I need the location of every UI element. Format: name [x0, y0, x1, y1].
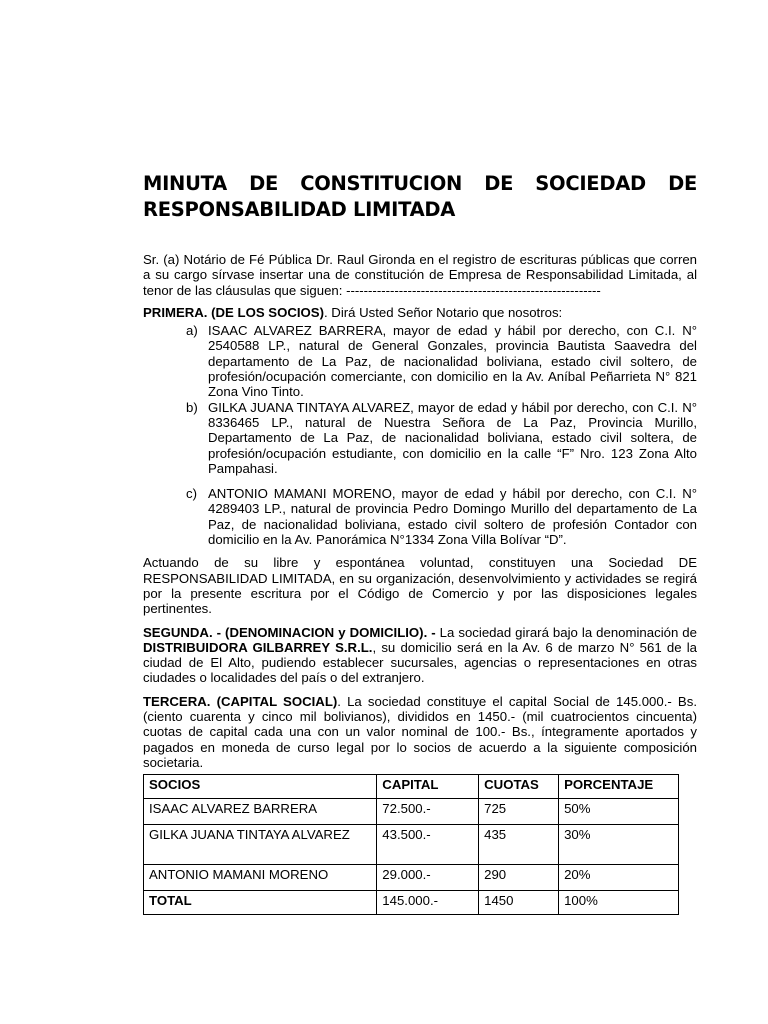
primera-text: . Dirá Usted Señor Notario que nosotros:	[323, 304, 563, 320]
list-item	[143, 400, 697, 476]
document-body	[143, 252, 697, 915]
segunda-text-after: , su domicilio será en la Av. 6 de marzo N° 561 de la ciudad de El Alto, pudiendo establecer sucursales, agencias o representaciones en otras ciudades o localidades del país o del extranjero.	[143, 639, 697, 686]
list-marker: a)	[186, 323, 198, 339]
list-item	[143, 486, 697, 547]
segunda-clause	[143, 625, 697, 686]
document-title	[143, 171, 697, 223]
table-header-row	[144, 775, 679, 799]
table-row	[144, 865, 679, 891]
segunda-text-before: La sociedad girará bajo la denominación de	[435, 624, 697, 640]
cell-total-cuotas: 1450	[479, 891, 559, 915]
capital-table	[143, 774, 679, 915]
primera-heading: PRIMERA. (DE LOS SOCIOS)	[143, 304, 324, 320]
cell-total-porcentaje: 100%	[559, 891, 679, 915]
primera-clause	[143, 305, 697, 320]
cell-cuotas: 725	[479, 799, 559, 825]
list-item	[143, 323, 697, 399]
list-item-text: ANTONIO MAMANI MORENO, mayor de edad y hábil por derecho, con C.I. N° 4289403 LP., natural de provincia Pedro Domingo Murillo del departamento de La Paz, de nacionalidad boliviana, estado civil soltero de profesión Contador con domicilio en la Av. Panorámica N°1334 Zona Villa Bolívar “D”.	[208, 486, 697, 548]
cell-capital: 29.000.-	[377, 865, 479, 891]
list-marker: c)	[186, 486, 197, 502]
list-marker: b)	[186, 399, 198, 415]
table-total-row	[144, 891, 679, 915]
header-capital: CAPITAL	[377, 775, 479, 799]
table-row	[144, 799, 679, 825]
tercera-text: . La sociedad constituye el capital Social de 145.000.- Bs. (ciento cuarenta y cinco mil bolivianos), divididos en 1450.- (mil cuatrocientos cincuenta) cuotas de capital cada una con un valor nominal de 100.- Bs., íntegramente aportados y pagados en moneda de curso legal por lo socios de acuerdo a la siguiente composición societaria.	[143, 693, 697, 770]
header-porcentaje: PORCENTAJE	[559, 775, 679, 799]
cell-socio: ISAAC ALVAREZ BARRERA	[144, 799, 377, 825]
header-cuotas: CUOTAS	[479, 775, 559, 799]
header-socios: SOCIOS	[144, 775, 377, 799]
segunda-heading: SEGUNDA. - (DENOMINACION y DOMICILIO). -	[143, 624, 436, 640]
cell-total-capital: 145.000.-	[377, 891, 479, 915]
cell-total-label: TOTAL	[144, 891, 377, 915]
tercera-heading: TERCERA. (CAPITAL SOCIAL)	[143, 693, 338, 709]
title-line-1: MINUTA DE CONSTITUCION DE SOCIEDAD DE	[143, 172, 697, 195]
list-item-text: GILKA JUANA TINTAYA ALVAREZ, mayor de edad y hábil por derecho, con C.I. N° 8336465 LP., natural de Nuestra Señora de La Paz, Provincia Murillo, Departamento de La Paz, de nacionalidad boliviana, estado civil soltera, de profesión/ocupación estudiante, con domicilio en la calle “F” Nro. 123 Zona Alto Pampahasi.	[208, 399, 697, 476]
list-item-text: ISAAC ALVAREZ BARRERA, mayor de edad y hábil por derecho, con C.I. N° 2540588 LP., natural de General Gonzales, provincia Bautista Saavedra del departamento de La Paz, de nacionalidad boliviana, estado civil soltero, de profesión/ocupación comerciante, con domicilio en la Av. Aníbal Peñarrieta N° 821 Zona Vino Tinto.	[208, 323, 697, 400]
tercera-clause	[143, 694, 697, 770]
socios-list	[143, 323, 697, 547]
cell-porcentaje: 30%	[559, 825, 679, 865]
cell-socio: ANTONIO MAMANI MORENO	[144, 865, 377, 891]
title-line-2: RESPONSABILIDAD LIMITADA	[143, 198, 456, 221]
cell-cuotas: 290	[479, 865, 559, 891]
cell-porcentaje: 50%	[559, 799, 679, 825]
cell-porcentaje: 20%	[559, 865, 679, 891]
intro-paragraph: Sr. (a) Notário de Fé Pública Dr. Raul Gironda en el registro de escrituras públicas que corren a su cargo sírvase insertar una de constitución de Empresa de Responsabilidad Limitada, al tenor de las cláusulas que siguen: ----------------------------------------------------------	[143, 252, 697, 298]
cell-socio: GILKA JUANA TINTAYA ALVAREZ	[144, 825, 377, 865]
cell-cuotas: 435	[479, 825, 559, 865]
company-name: DISTRIBUIDORA GILBARREY S.R.L.	[143, 639, 373, 655]
table-row	[144, 825, 679, 865]
cell-capital: 43.500.-	[377, 825, 479, 865]
actuando-paragraph: Actuando de su libre y espontánea voluntad, constituyen una Sociedad DE RESPONSABILIDAD LIMITADA, en su organización, desenvolvimiento y actividades se regirá por la presente escritura por el Código de Comercio y por las disposiciones legales pertinentes.	[143, 555, 697, 617]
cell-capital: 72.500.-	[377, 799, 479, 825]
